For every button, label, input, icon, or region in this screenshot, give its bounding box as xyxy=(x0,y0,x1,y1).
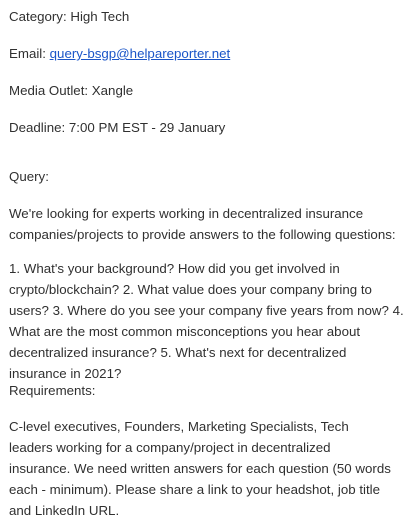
requirements-heading: Requirements: xyxy=(9,383,96,398)
query-questions-line: 1. What's your background? How did you get involved in xyxy=(9,261,340,276)
query-questions-line: crypto/blockchain? 2. What value does your company bring to xyxy=(9,282,372,297)
query-questions-line: insurance in 2021? xyxy=(9,366,122,381)
media-outlet-value: Xangle xyxy=(91,83,134,98)
requirements-text xyxy=(9,416,393,521)
requirements-line: insurance. We need written answers for each question (50 words xyxy=(9,461,391,476)
deadline-label: Deadline: xyxy=(9,120,66,135)
category-value: High Tech xyxy=(70,9,130,24)
email-link[interactable]: query-bsgp@helpareporter.net xyxy=(49,46,231,61)
media-outlet-label: Media Outlet: xyxy=(9,83,89,98)
query-intro-line: companies/projects to provide answers to the following questions: xyxy=(9,227,396,242)
query-intro xyxy=(9,203,396,245)
requirements-line: and LinkedIn URL. xyxy=(9,503,120,518)
query-questions-line: decentralized insurance? 5. What's next for decentralized xyxy=(9,345,347,360)
email-label: Email: xyxy=(9,46,46,61)
query-intro-line: We're looking for experts working in decentralized insurance xyxy=(9,206,364,221)
requirements-line: leaders working for a company/project in decentralized xyxy=(9,440,331,455)
media-outlet-line xyxy=(9,80,133,101)
query-questions xyxy=(9,258,404,384)
category-label: Category: xyxy=(9,9,67,24)
deadline-value: 7:00 PM EST - 29 January xyxy=(68,120,226,135)
query-questions-line: users? 3. Where do you see your company five years from now? 4. xyxy=(9,303,404,318)
query-questions-line: What are the most common misconceptions you hear about xyxy=(9,324,361,339)
requirements-line: C-level executives, Founders, Marketing Specialists, Tech xyxy=(9,419,349,434)
category-line xyxy=(9,6,129,27)
email-line xyxy=(9,43,230,64)
query-heading: Query: xyxy=(9,169,49,184)
requirements-line: each - minimum). Please share a link to your headshot, job title xyxy=(9,482,381,497)
deadline-line xyxy=(9,117,225,138)
